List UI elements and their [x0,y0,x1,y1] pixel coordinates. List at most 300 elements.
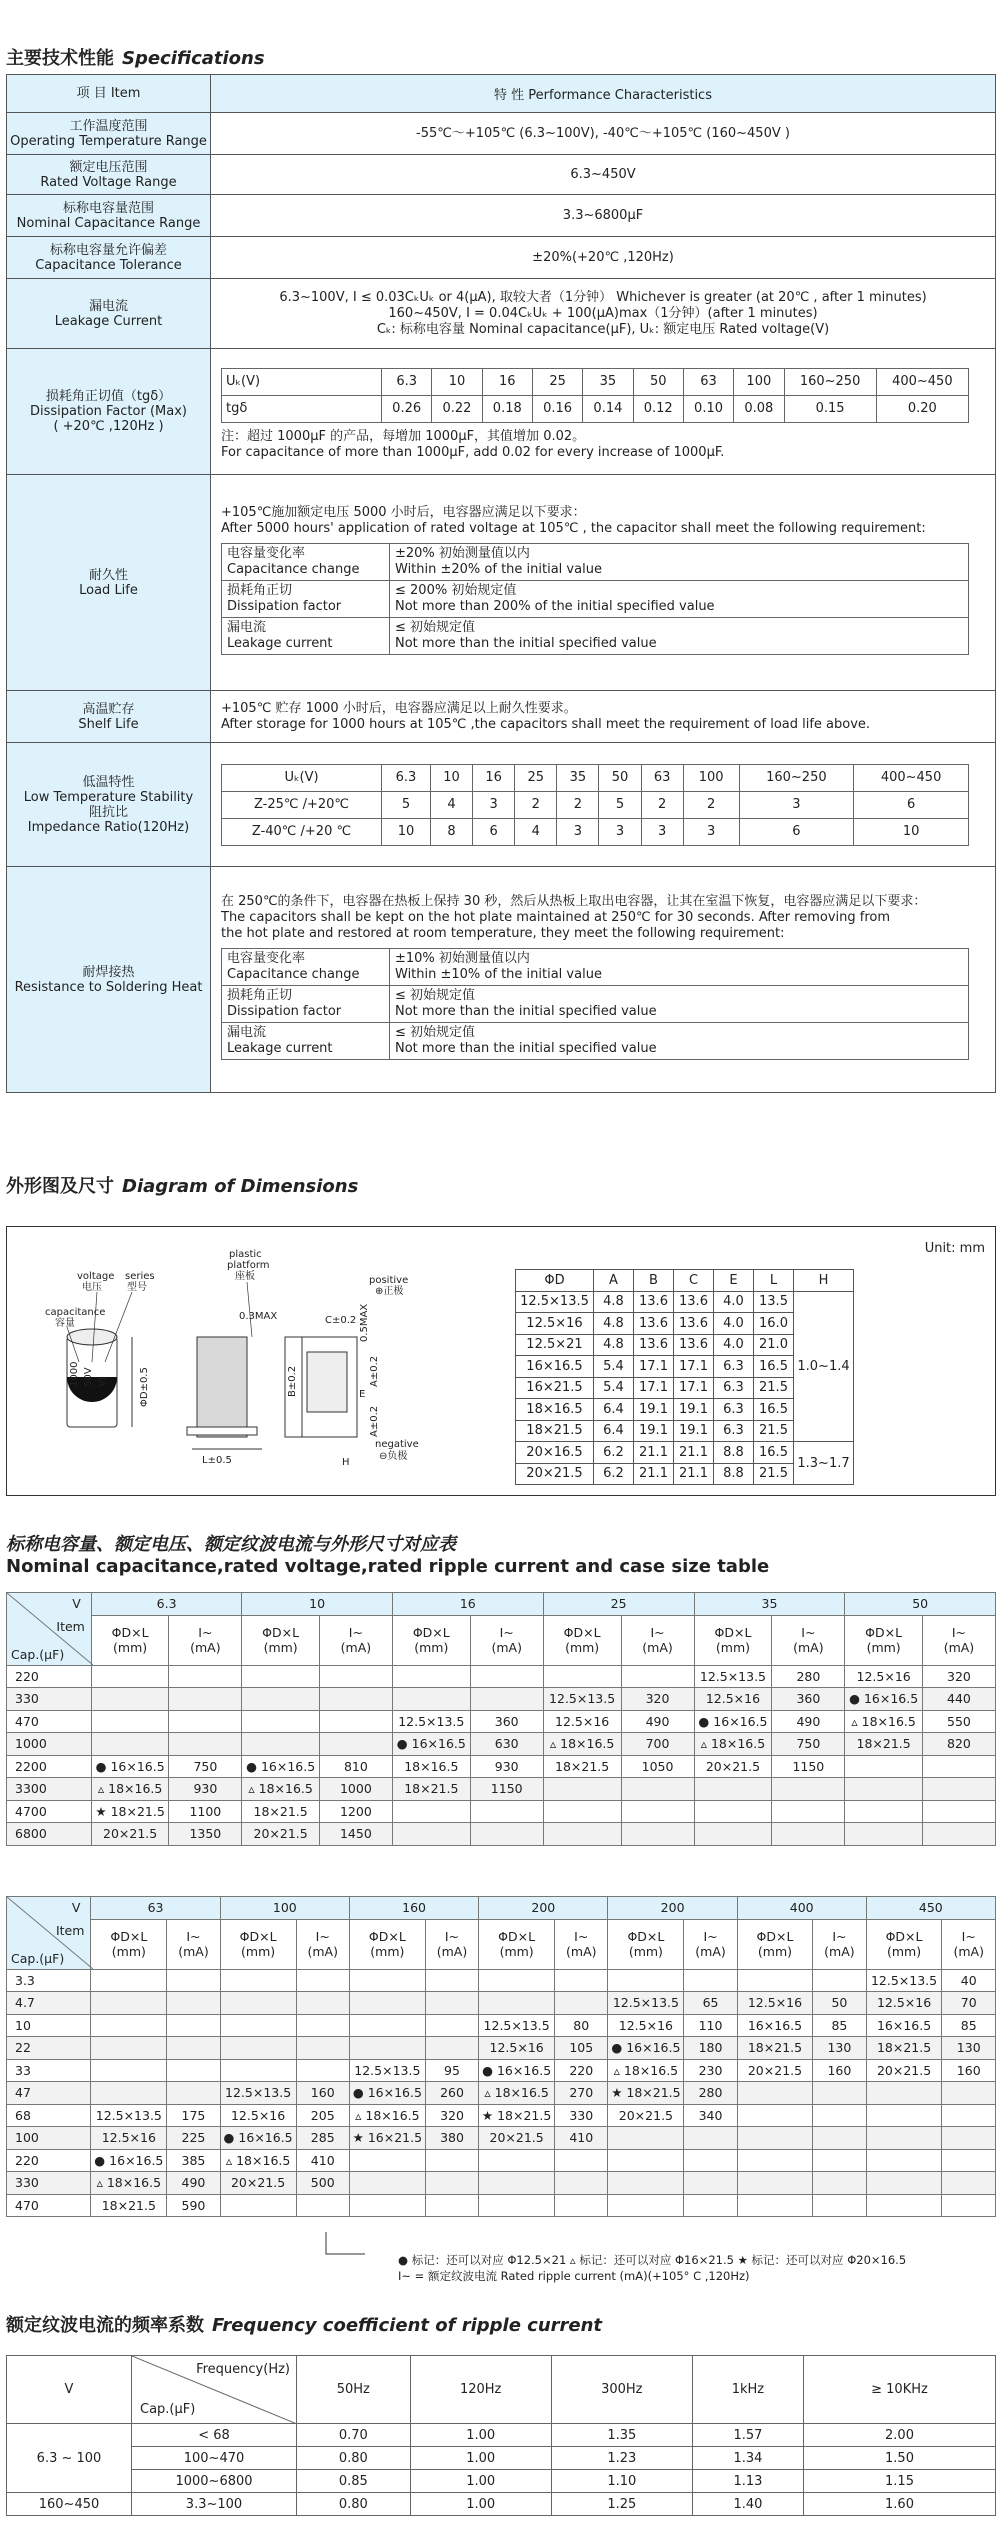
nominal-size-cell: ▵ 18×16.5 [91,2172,167,2195]
freq-cap-cell: 1000~6800 [132,2470,297,2493]
sub-d: ΦD×L [412,1625,450,1640]
base-view-inner [307,1352,347,1412]
sub-i: I~ [703,1929,718,1944]
nominal-current-cell: 70 [942,1992,996,2015]
sub-i-unit: (mA) [178,1944,209,1959]
nominal-current-cell [296,2014,349,2037]
nominal-size-cell: 20×21.5 [608,2104,684,2127]
freq-value-cell: 1.00 [410,2424,551,2447]
nominal-sub-dl [737,1919,812,1969]
nominal-row [7,1733,996,1756]
item-value-en: Not more than 200% of the initial specified value [395,598,715,614]
dimension-cell: 4.0 [714,1334,754,1356]
sub-i-unit: (mA) [190,1640,221,1655]
nominal-size-cell [349,2014,425,2037]
label-cond: ( +20℃ ,120Hz ) [53,419,164,434]
dim-c-label: C±0.2 [325,1315,357,1326]
side-view-body [197,1337,247,1437]
nominal-sub-dl [608,1919,684,1969]
nominal-size-cell: 12.5×13.5 [694,1665,772,1688]
nominal-corner [7,1593,92,1666]
nominal-current-cell [425,1969,478,1992]
spec-row-shelf [7,691,996,743]
label-platform-cn: 座板 [235,1271,255,1282]
nominal-size-cell: ● 16×16.5 [479,2059,555,2082]
sub-d-unit: (mm) [370,1944,405,1959]
nominal-current-cell [296,2037,349,2060]
nominal-current-cell: 205 [296,2104,349,2127]
dimension-cell: 21.1 [634,1463,674,1485]
dimension-cell: 17.1 [674,1377,714,1399]
lts-voltage-cell: 6.3 [382,764,431,791]
nominal-size-cell: 12.5×16 [608,2014,684,2037]
freq-header-row [7,2356,996,2424]
lts-voltage-cell: 50 [599,764,641,791]
nominal-voltage-cell: 63 [91,1897,220,1920]
nominal-size-cell [91,2059,167,2082]
dimension-cell: 6.2 [594,1442,634,1464]
dimension-cell: 8.8 [714,1442,754,1464]
nominal-size-cell [91,1665,169,1688]
lts-voltage-cell: 10 [430,764,472,791]
spec-row-volt [7,155,996,195]
label-cn: 损耗角正切值（tgδ） [45,389,172,404]
df-value-cell: 0.15 [784,396,876,423]
dimension-cell: 13.6 [634,1334,674,1356]
nominal-row [7,2127,996,2150]
sub-i: I~ [315,1929,330,1944]
lts-r2-cell: 3 [641,818,683,845]
df-value-cell: 0.12 [633,396,683,423]
nominal-row [7,2059,996,2082]
nominal-cap-cell: 470 [7,1710,92,1733]
nominal-current-cell: 160 [813,2059,866,2082]
sub-d-unit: (mm) [628,1944,663,1959]
item-value-cn: ±10% 初始测量值以内 [395,950,530,966]
nominal-sub-dl [242,1615,320,1665]
load-item [222,543,969,580]
df-note-en: For capacitance of more than 1000μF, add 0.02 for every increase of 1000μF. [221,445,725,460]
nominal-size-cell: ★ 18×21.5 [608,2082,684,2105]
lts-r1-cell: 6 [854,791,969,818]
dimension-h-cell: 1.0~1.4 [794,1291,854,1442]
freq-title [6,2311,602,2337]
dimension-cell: 12.5×16 [516,1313,594,1335]
lts-r2-cell: 8 [430,818,472,845]
nominal-current-cell: 40 [942,1969,996,1992]
nominal-row [7,2194,996,2217]
nominal-size-cell: ● 16×16.5 [845,1688,923,1711]
nominal-note-1: ● 标记：还可以对应 Φ12.5×21 ▵ 标记：还可以对应 Φ16×21.5 ★ 标记：还可以对应 Φ20×16.5 [398,2253,907,2267]
lts-r2-cell: 3 [599,818,641,845]
freq-corner [132,2356,297,2424]
nominal-row [7,1755,996,1778]
nominal-sub-i [470,1615,543,1665]
label-en: Low Temperature Stability [23,789,194,805]
df-value-cell: 0.26 [382,396,432,423]
nominal-current-cell: 260 [425,2082,478,2105]
freq-value-cell: 0.85 [297,2470,411,2493]
spec-row-temp [7,113,996,155]
dim-l-label: L±0.5 [202,1455,232,1466]
nominal-sub-i [319,1615,392,1665]
nominal-size-cell: 12.5×16 [845,1665,923,1688]
nominal-voltage-cell: 200 [608,1897,737,1920]
label-en: Impedance Ratio(120Hz) [27,819,190,835]
nominal-cap-cell: 1000 [7,1733,92,1756]
lts-row-25 [222,791,969,818]
nominal-size-cell [845,1800,923,1823]
lts-r1-cell: 5 [599,791,641,818]
dimension-header-cell: L [754,1270,794,1292]
nominal-sub-row [7,1919,996,1969]
nominal-size-cell [694,1823,772,1846]
nominal-size-cell [220,2194,296,2217]
nominal-current-cell: 490 [621,1710,694,1733]
nominal-row [7,1688,996,1711]
frequency-table [6,2355,996,2516]
nominal-size-cell: 12.5×13.5 [543,1688,621,1711]
nominal-current-cell: 410 [296,2149,349,2172]
sub-d-unit: (mm) [241,1944,276,1959]
nominal-size-cell: ★ 18×21.5 [479,2104,555,2127]
nominal-current-cell [470,1688,543,1711]
spec-value-leak [211,279,996,349]
spec-label-shelf [7,691,211,743]
nominal-cap-cell: 10 [7,2014,91,2037]
spec-label-solder [7,867,211,1093]
dim-e-label: E [359,1389,366,1400]
sub-i: I~ [444,1929,460,1944]
sub-d: ΦD×L [885,1929,923,1944]
freq-value-cell: 1.00 [410,2470,551,2493]
dimension-cell: 4.8 [594,1291,634,1313]
lts-r1-cell: 2 [641,791,683,818]
item-label-cn: 漏电流 [227,619,267,635]
nominal-size-cell [694,1778,772,1801]
item-value-en: Within ±10% of the initial value [395,966,602,982]
nominal-size-cell [845,1778,923,1801]
nominal-current-cell: 750 [772,1733,845,1756]
nominal-size-cell: 18×21.5 [392,1778,470,1801]
sub-i-unit: (mA) [340,1640,372,1655]
dimension-cell: 12.5×13.5 [516,1291,594,1313]
freq-value-cell: 0.70 [297,2424,411,2447]
nominal-current-cell: 130 [813,2037,866,2060]
nominal-size-cell [866,2149,942,2172]
nominal-current-cell [621,1778,694,1801]
nominal-current-cell: 630 [470,1733,543,1756]
nominal-current-cell: 180 [684,2037,737,2060]
freq-value-cell: 1.57 [692,2424,803,2447]
dimension-cell: 16.0 [754,1313,794,1335]
corner-item: Item [56,1619,85,1634]
nominal-current-cell: 280 [772,1665,845,1688]
nominal-size-cell [543,1800,621,1823]
label-cn: 耐久性 [88,567,128,583]
label-voltage: voltage [77,1271,115,1282]
nominal-current-cell [555,2149,608,2172]
shelf-line-1: +105℃ 贮存 1000 小时后，电容器应满足以上耐久性要求。 [221,700,577,716]
nominal-row [7,2172,996,2195]
label-en: Capacitance Tolerance [35,257,182,273]
dimension-cell: 21.0 [754,1334,794,1356]
cap-value-text: 1000 [69,1361,80,1387]
nominal-current-cell [470,1800,543,1823]
nominal-table-1 [6,1592,996,1846]
nominal-cap-cell: 6800 [7,1823,92,1846]
nominal-size-cell: ● 16×16.5 [220,2127,296,2150]
lts-r1-cell: 3 [739,791,854,818]
nominal-current-cell [813,2149,866,2172]
nominal-voltage-row [7,1897,996,1920]
sub-i-unit: (mA) [695,1944,726,1959]
freq-group-cell: 160~450 [7,2493,132,2516]
nominal-size-cell [392,1688,470,1711]
dim-h-label: H [342,1457,350,1468]
load-table [221,543,969,655]
nominal-current-cell: 490 [772,1710,845,1733]
nominal-size-cell: ▵ 18×16.5 [694,1733,772,1756]
nominal-current-cell [922,1800,995,1823]
corner-item: Item [55,1923,85,1938]
dimension-cell: 5.4 [594,1377,634,1399]
nominal-voltage-cell: 10 [242,1593,393,1616]
df-tg-label: tgδ [222,396,382,423]
spec-header-item: 项 目 Item [7,75,211,113]
nominal-size-cell [737,2127,812,2150]
nominal-size-cell [737,2104,812,2127]
lts-r2-label: Z-40℃ /+20 ℃ [222,818,382,845]
lts-r1-cell: 2 [515,791,557,818]
spec-row-lts [7,743,996,867]
spec-title-en: Specifications [122,48,265,69]
nominal-current-cell: 1350 [169,1823,242,1846]
solder-item [222,1022,969,1059]
label-en: Operating Temperature Range [10,133,207,149]
nominal-size-cell [349,2149,425,2172]
nominal-size-cell: ★ 16×21.5 [349,2127,425,2150]
nominal-size-cell [91,1969,167,1992]
nominal-size-cell: 12.5×13.5 [220,2082,296,2105]
nominal-current-cell [319,1688,392,1711]
nominal-voltage-cell: 25 [543,1593,694,1616]
lts-r2-cell: 10 [382,818,431,845]
dimension-table [515,1269,854,1485]
nominal-current-cell [942,2082,996,2105]
item-label-cn: 损耗角正切 [227,582,293,598]
nominal-size-cell [349,2194,425,2217]
item-label-en: Capacitance change [227,561,360,577]
label-en: Dissipation Factor (Max) [30,404,187,419]
label-positive-cn: ⊕正极 [375,1286,404,1297]
sub-d: ΦD×L [756,1929,794,1944]
nominal-current-cell [772,1823,845,1846]
spec-value-volt: 6.3~450V [211,155,996,195]
nominal-current-cell [922,1778,995,1801]
nominal-sub-i [167,1919,220,1969]
sub-d: ΦD×L [627,1929,665,1944]
dimension-cell: 17.1 [634,1356,674,1378]
item-value-en: Not more than the initial specified value [395,1003,657,1019]
nominal-sub-dl [392,1615,470,1665]
dimension-header-cell: H [794,1270,854,1292]
leak-line-2: 160~450V, I = 0.04CₖUₖ + 100(μA)max（1分钟）(after 1 minutes) [388,305,818,321]
nominal-current-cell: 160 [942,2059,996,2082]
nominal-current-cell: 1000 [319,1778,392,1801]
freq-row [7,2424,996,2447]
df-value-cell: 0.08 [734,396,784,423]
item-value-cn: ≤ 初始规定值 [395,987,476,1003]
nominal-sub-i [621,1615,694,1665]
nominal-current-cell [942,2104,996,2127]
series-value-text: VJ [97,1377,108,1387]
lts-voltage-cell: 25 [515,764,557,791]
dimension-header-cell: B [634,1270,674,1292]
spec-value-tol: ±20%(+20℃ ,120Hz) [211,237,996,279]
nominal-current-cell: 360 [470,1710,543,1733]
sub-d: ΦD×L [714,1625,752,1640]
nominal-current-cell: 360 [772,1688,845,1711]
label-en: Leakage Current [54,313,163,329]
nominal-current-cell: 410 [555,2127,608,2150]
nominal-size-cell [349,1992,425,2015]
nominal-size-cell: 12.5×16 [866,1992,942,2015]
nominal-current-cell: 330 [555,2104,608,2127]
nominal-size-cell [91,2037,167,2060]
lts-voltage-cell: 400~450 [854,764,969,791]
freq-title-en: Frequency coefficient of ripple current [212,2315,603,2336]
nominal-size-cell: ● 16×16.5 [349,2082,425,2105]
label-capacitance-cn: 容量 [55,1318,75,1329]
df-value-cell: 0.20 [876,396,968,423]
item-value-en: Not more than the initial specified value [395,1040,657,1056]
nominal-current-cell: 110 [684,2014,737,2037]
nominal-size-cell: 18×21.5 [866,2037,942,2060]
df-ur-label: Uₖ(V) [222,369,382,396]
lts-r1-cell: 2 [683,791,739,818]
freq-corner-v: V [7,2356,132,2424]
spec-label-tol [7,237,211,279]
corner-v: V [71,1900,81,1915]
nominal-size-cell [349,1969,425,1992]
sub-i: I~ [499,1625,514,1640]
nominal-current-cell [813,2082,866,2105]
spec-row-leak [7,279,996,349]
dimension-cell: 6.4 [594,1420,634,1442]
nominal-current-cell: 700 [621,1733,694,1756]
nominal-current-cell [296,2059,349,2082]
corner-cap: Cap.(μF) [11,1950,65,1966]
spec-row-df [7,349,996,475]
nominal-current-cell: 1100 [169,1800,242,1823]
nominal-size-cell [543,1778,621,1801]
freq-value-cell: 1.23 [551,2447,692,2470]
nominal-sub-i [296,1919,349,1969]
nominal-size-cell [608,1969,684,1992]
nominal-current-cell: 440 [922,1688,995,1711]
nominal-size-cell: 12.5×16 [694,1688,772,1711]
item-label-cn: 电容量变化率 [227,950,306,966]
dimension-header-cell: C [674,1270,714,1292]
nominal-cap-cell: 3.3 [7,1969,91,1992]
nominal-current-cell [319,1665,392,1688]
nominal-current-cell [621,1665,694,1688]
spec-value-load [211,475,996,691]
nominal-current-cell [772,1800,845,1823]
nominal-current-cell [684,1969,737,1992]
spec-row-load [7,475,996,691]
nominal-cap-cell: 4.7 [7,1992,91,2015]
dimension-cell: 17.1 [674,1356,714,1378]
nominal-size-cell: 12.5×13.5 [866,1969,942,1992]
nominal-size-cell: 20×21.5 [737,2059,812,2082]
label-negative: negative [375,1439,419,1450]
nominal-size-cell: ▵ 18×16.5 [349,2104,425,2127]
sub-i: I~ [801,1625,816,1640]
dimension-cell: 16.5 [754,1356,794,1378]
nominal-size-cell [220,2037,296,2060]
nominal-current-cell: 750 [169,1755,242,1778]
spec-table [6,74,996,1093]
label-cn: 漏电流 [88,298,128,314]
nominal-size-cell [866,2082,942,2105]
nominal-current-cell [319,1710,392,1733]
nominal-size-cell: ● 16×16.5 [694,1710,772,1733]
dimension-cell: 19.1 [674,1399,714,1421]
freq-value-cell: 1.00 [410,2493,551,2516]
df-table [221,368,969,423]
nominal-size-cell [220,2059,296,2082]
freq-value-cell: 1.34 [692,2447,803,2470]
sub-d: ΦD×L [498,1929,536,1944]
solder-item [222,985,969,1022]
dimension-cell: 20×21.5 [516,1463,594,1485]
dimension-cell: 13.6 [674,1291,714,1313]
nominal-current-cell: 820 [922,1733,995,1756]
nominal-current-cell [922,1823,995,1846]
nominal-cap-cell: 2200 [7,1755,92,1778]
dimension-cell: 19.1 [634,1420,674,1442]
dimension-cell: 19.1 [634,1399,674,1421]
freq-corner-cap: Cap.(μF) [140,2402,196,2417]
df-value-cell: 0.14 [583,396,633,423]
sub-d-unit: (mm) [499,1944,534,1959]
nominal-current-cell [167,2037,220,2060]
nominal-size-cell [349,2172,425,2195]
df-voltage-cell: 6.3 [382,369,432,396]
nominal-current-cell: 95 [425,2059,478,2082]
item-label-en: Leakage current [227,1040,333,1056]
nominal-sub-i [813,1919,866,1969]
nominal-current-cell: 175 [167,2104,220,2127]
dimension-cell: 16×21.5 [516,1377,594,1399]
nominal-cap-cell: 470 [7,2194,91,2217]
nominal-size-cell: ▵ 18×16.5 [479,2082,555,2105]
label-en: Rated Voltage Range [40,174,177,190]
nominal-size-cell: 12.5×13.5 [479,2014,555,2037]
sub-i: I~ [348,1625,363,1640]
nominal-sub-dl [220,1919,296,1969]
item-value-cn: ≤ 初始规定值 [395,1024,476,1040]
nominal-current-cell [296,1992,349,2015]
dim-title-cn: 外形图及尺寸 [6,1176,114,1197]
freq-value-cell: 2.00 [804,2424,996,2447]
spec-row-cap [7,195,996,237]
nominal-size-cell [479,2172,555,2195]
solder-intro-cn: 在 250℃的条件下，电容器在热板上保持 30 秒，然后从热板上取出电容器，让其在室温下恢复，电容器应满足以下要求： [221,893,927,909]
nominal-size-cell [91,1710,169,1733]
